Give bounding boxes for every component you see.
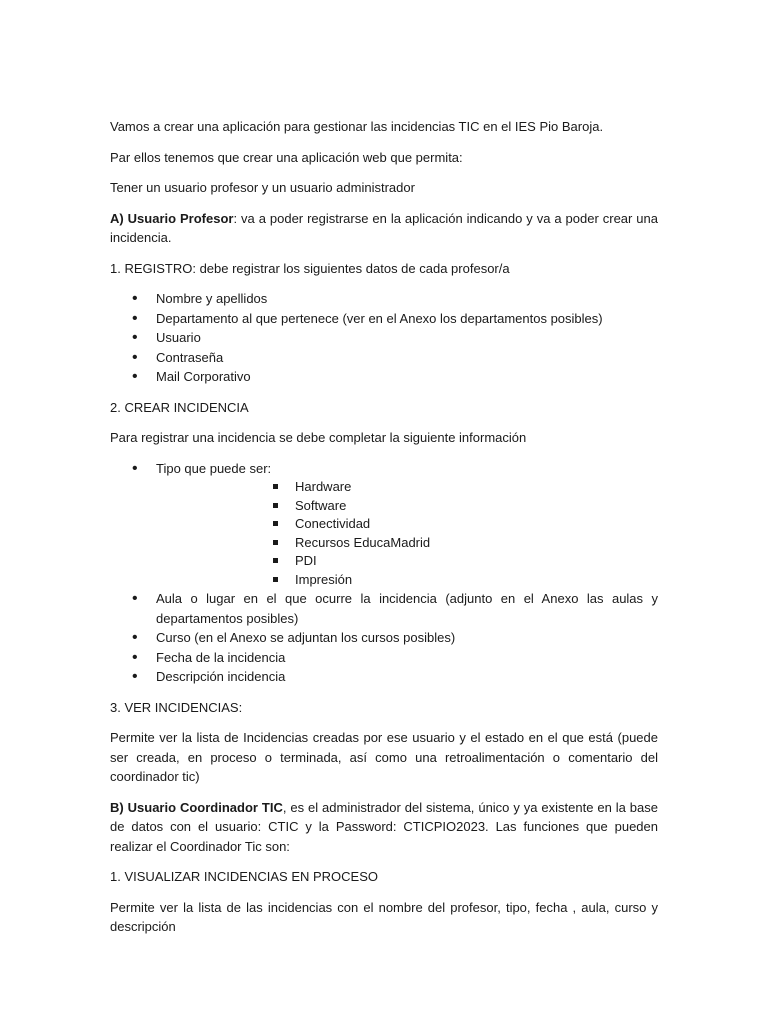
- registro-list: [110, 289, 658, 387]
- section-b-paragraph: [110, 798, 658, 857]
- list-item: • Usuario: [110, 328, 658, 348]
- registro-title: 1. REGISTRO: debe registrar los siguientes datos de cada profesor/a: [110, 260, 510, 276]
- list-item: • Contraseña: [110, 348, 658, 368]
- intro-paragraph-2: Par ellos tenemos que crear una aplicación web que permita:: [110, 149, 463, 165]
- tipo-sublist: [156, 478, 658, 589]
- sublist-item: Recursos EducaMadrid: [156, 534, 658, 553]
- sublist-item: Impresión: [156, 571, 658, 590]
- list-item-tipo: [110, 459, 658, 590]
- intro-paragraph-1: Vamos a crear una aplicación para gestionar las incidencias TIC en el IES Pio Baroja.: [110, 119, 604, 134]
- section-a-paragraph: [110, 209, 658, 248]
- list-item: • Fecha de la incidencia: [110, 648, 658, 668]
- list-item: • Curso (en el Anexo se adjuntan los cursos posibles): [110, 628, 658, 648]
- sublist-item: Conectividad: [156, 515, 658, 534]
- section-a-heading: A) Usuario Profesor: [110, 210, 234, 226]
- ver-text: Permite ver la lista de Incidencias creadas por ese usuario y el estado en el que está (puede ser creada, en proceso o terminada, así como una retroalimentación o comentario del coordinador tic): [110, 730, 658, 784]
- visualizar-text: Permite ver la lista de las incidencias con el nombre del profesor, tipo, fecha , aula, curso y descripción: [110, 899, 658, 934]
- intro-paragraph-3: Tener un usuario profesor y un usuario administrador: [110, 180, 415, 195]
- list-item: • Departamento al que pertenece (ver en el Anexo los departamentos posibles): [110, 309, 658, 329]
- list-item: • Nombre y apellidos: [110, 289, 658, 309]
- visualizar-title: 1. VISUALIZAR INCIDENCIAS EN PROCESO: [110, 869, 379, 884]
- list-item: • Descripción incidencia: [110, 667, 658, 687]
- crear-title: 2. CREAR INCIDENCIA: [110, 399, 249, 415]
- list-item: • Mail Corporativo: [110, 367, 658, 387]
- crear-list: [110, 459, 658, 687]
- section-b-heading: B) Usuario Coordinador TIC: [110, 799, 283, 815]
- tipo-label: Tipo que puede ser:: [156, 460, 272, 476]
- section-a-text: : va a poder registrarse en la aplicación indicando y va a poder crear una incidencia.: [110, 210, 658, 245]
- list-item: • Aula o lugar en el que ocurre la incidencia (adjunto en el Anexo las aulas y departamentos posibles): [110, 589, 658, 628]
- crear-intro: Para registrar una incidencia se debe completar la siguiente información: [110, 430, 527, 445]
- sublist-item: Software: [156, 497, 658, 516]
- sublist-item: PDI: [156, 552, 658, 571]
- sublist-item: Hardware: [156, 478, 658, 497]
- section-b-text: , es el administrador del sistema, único y ya existente en la base de datos con el usuario: CTIC y la Password: CTICPIO2023. Las funciones que pueden realizar el Coordinador Tic son:: [110, 799, 658, 854]
- ver-title: 3. VER INCIDENCIAS:: [110, 699, 243, 715]
